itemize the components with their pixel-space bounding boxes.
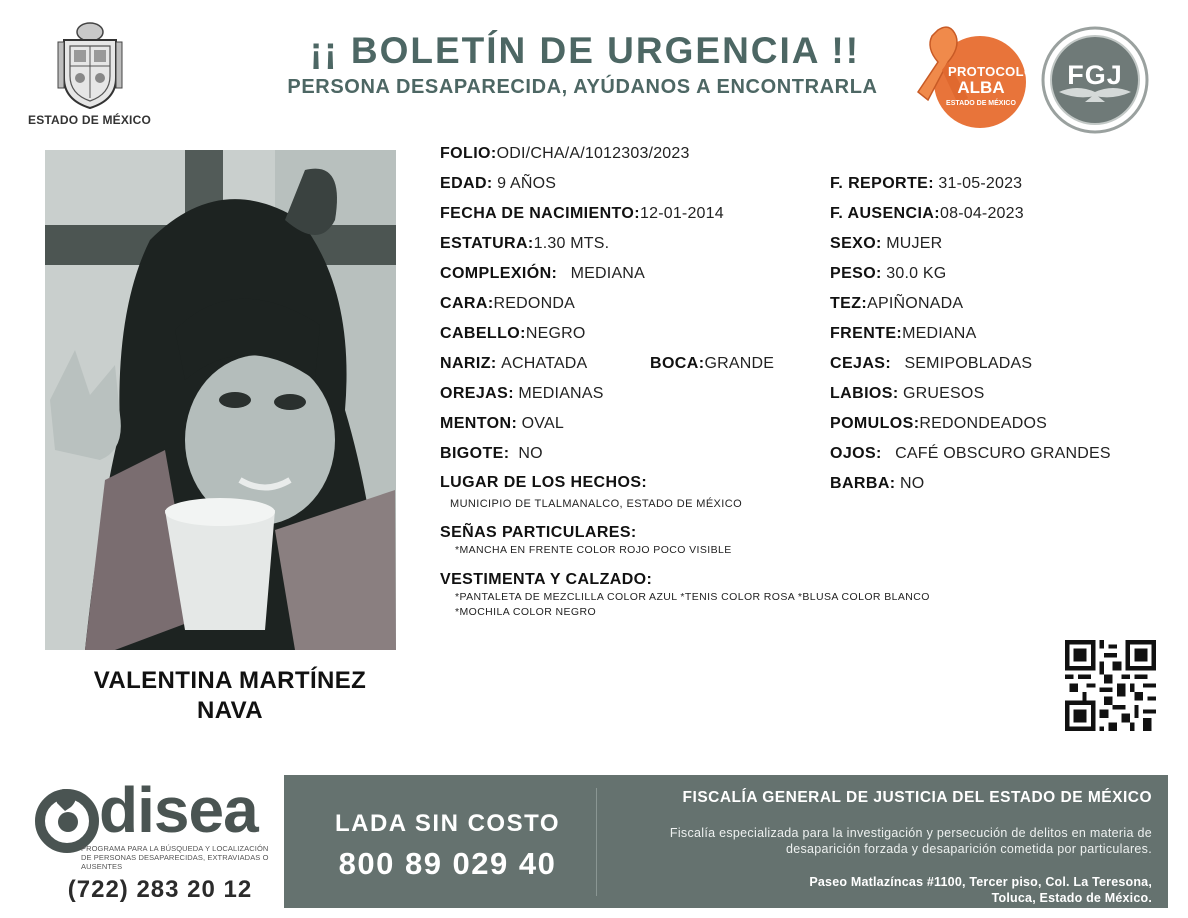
field-pomulos	[830, 414, 1047, 434]
vestimenta-line2: *MOCHILA COLOR NEGRO	[455, 606, 597, 618]
alba-line2: ALBA	[957, 78, 1005, 97]
field-label: OREJAS:	[440, 385, 514, 402]
field-label: LABIOS:	[830, 385, 899, 402]
odisea-wordmark: disea	[99, 774, 258, 846]
field-value: GRANDE	[704, 355, 775, 372]
fgj-address-line1: Paseo Matlazíncas #1100, Tercer piso, Col. La Teresona,	[809, 875, 1152, 889]
field-value: 30.0 KG	[886, 265, 947, 282]
field-label: COMPLEXIÓN:	[440, 265, 558, 282]
bulletin-subtitle: PERSONA DESAPARECIDA, AYÚDANOS A ENCONTRARLA	[287, 76, 878, 98]
field-value: GRUESOS	[903, 385, 985, 402]
field-complexion	[440, 264, 645, 284]
field-fecha-nacimiento	[440, 204, 724, 224]
field-value: 08-04-2023	[940, 205, 1024, 222]
field-value: 31-05-2023	[938, 175, 1023, 192]
qr-code-icon[interactable]	[1065, 640, 1156, 731]
person-name-line2: NAVA	[196, 697, 264, 724]
field-value: REDONDEADOS	[919, 415, 1047, 432]
field-label: NARIZ:	[440, 355, 497, 372]
field-value: 1.30 MTS.	[533, 235, 610, 252]
field-value: CAFÉ OBSCURO GRANDES	[895, 445, 1111, 462]
fgj-address-line2: Toluca, Estado de México.	[991, 891, 1152, 905]
field-cara	[440, 294, 575, 314]
alba-line3: ESTADO DE MÉXICO	[946, 100, 1016, 107]
field-nariz	[440, 354, 587, 374]
field-f-reporte	[830, 174, 1022, 194]
field-value: OVAL	[521, 415, 564, 432]
odisea-program-text: PROGRAMA PARA LA BÚSQUEDA Y LOCALIZACIÓN DE PERSONAS DESAPARECIDAS, EXTRAVIADAS O AUSENTES	[81, 844, 269, 871]
person-photo-image-icon	[45, 150, 396, 650]
field-label: CABELLO:	[440, 325, 526, 342]
field-bigote	[440, 444, 543, 464]
lada-sin-costo-label: LADA SIN COSTO	[334, 810, 560, 837]
field-label: F. REPORTE:	[830, 175, 934, 192]
person-name	[40, 666, 420, 726]
vestimenta-line1: *PANTALETA DE MEZCLILLA COLOR AZUL *TENIS COLOR ROSA *BLUSA COLOR BLANCO	[455, 591, 930, 603]
field-label: OJOS:	[830, 445, 882, 462]
field-value: NEGRO	[525, 325, 586, 342]
field-label: TEZ:	[830, 295, 868, 312]
field-labios	[830, 384, 984, 404]
field-label: ESTATURA:	[440, 235, 534, 252]
person-name-line1: VALENTINA MARTÍNEZ	[93, 667, 367, 694]
field-folio	[440, 144, 690, 164]
field-edad	[440, 174, 556, 194]
alba-line1: PROTOCOLO	[948, 64, 1035, 79]
field-peso	[830, 264, 946, 284]
senas-heading: SEÑAS PARTICULARES:	[440, 524, 637, 541]
field-estatura	[440, 234, 609, 254]
field-value: 9 AÑOS	[497, 175, 557, 192]
field-value: MEDIANA	[570, 265, 645, 282]
field-menton	[440, 414, 564, 434]
field-label: FOLIO:	[440, 145, 497, 162]
field-value: SEMIPOBLADAS	[904, 355, 1033, 372]
field-label: FECHA DE NACIMIENTO:	[440, 205, 640, 222]
state-label: ESTADO DE MÉXICO	[28, 113, 151, 127]
field-boca	[650, 354, 774, 374]
field-label: BIGOTE:	[440, 445, 510, 462]
field-label: EDAD:	[440, 175, 493, 192]
field-label: POMULOS:	[830, 415, 920, 432]
field-ojos	[830, 444, 1111, 464]
field-value: NO	[899, 475, 925, 492]
field-label: MENTON:	[440, 415, 518, 432]
field-label: CEJAS:	[830, 355, 892, 372]
field-label: BOCA:	[650, 355, 705, 372]
field-f-ausencia	[830, 204, 1024, 224]
fgj-seal-label: FGJ	[1067, 60, 1123, 90]
field-value: ODI/CHA/A/1012303/2023	[496, 145, 690, 162]
field-value: MEDIANAS	[518, 385, 604, 402]
footer-divider	[596, 788, 597, 896]
fgj-seal	[1041, 26, 1149, 134]
fgj-name: FISCALÍA GENERAL DE JUSTICIA DEL ESTADO DE MÉXICO	[682, 789, 1152, 806]
lugar-heading: LUGAR DE LOS HECHOS:	[440, 474, 648, 491]
field-value: 12-01-2014	[640, 205, 724, 222]
bulletin-title: ¡¡ BOLETÍN DE URGENCIA !!	[309, 30, 861, 71]
odisea-phone[interactable]: (722) 283 20 12	[67, 876, 253, 903]
field-label: PESO:	[830, 265, 882, 282]
field-value: ACHATADA	[501, 355, 588, 372]
field-value: NO	[518, 445, 543, 462]
field-sexo	[830, 234, 942, 254]
field-cejas	[830, 354, 1032, 374]
field-orejas	[440, 384, 604, 404]
field-value: MUJER	[886, 235, 943, 252]
field-label: FRENTE:	[830, 325, 903, 342]
field-label: SEXO:	[830, 235, 882, 252]
protocolo-alba-badge	[898, 22, 1033, 134]
fgj-address	[600, 874, 1152, 906]
field-value: APIÑONADA	[867, 295, 964, 312]
field-value: REDONDA	[493, 295, 575, 312]
lada-phone[interactable]: 800 89 029 40	[338, 846, 557, 881]
person-photo	[45, 150, 396, 650]
fgj-description: Fiscalía especializada para la investigación y persecución de delitos en materia de desaparición forzada y desaparición cometida por particulares.	[669, 826, 1152, 856]
field-frente	[830, 324, 976, 344]
field-barba	[830, 474, 924, 494]
field-cabello	[440, 324, 586, 344]
senas-value: *MANCHA EN FRENTE COLOR ROJO POCO VISIBLE	[455, 544, 732, 556]
field-label: F. AUSENCIA:	[830, 205, 940, 222]
field-value: MEDIANA	[902, 325, 977, 342]
lugar-value: MUNICIPIO DE TLALMANALCO, ESTADO DE MÉXICO	[450, 498, 743, 510]
field-tez	[830, 294, 963, 314]
estado-de-mexico-coat-of-arms-icon	[50, 20, 130, 110]
field-label: CARA:	[440, 295, 494, 312]
vestimenta-heading: VESTIMENTA Y CALZADO:	[440, 571, 653, 588]
field-label: BARBA:	[830, 475, 896, 492]
